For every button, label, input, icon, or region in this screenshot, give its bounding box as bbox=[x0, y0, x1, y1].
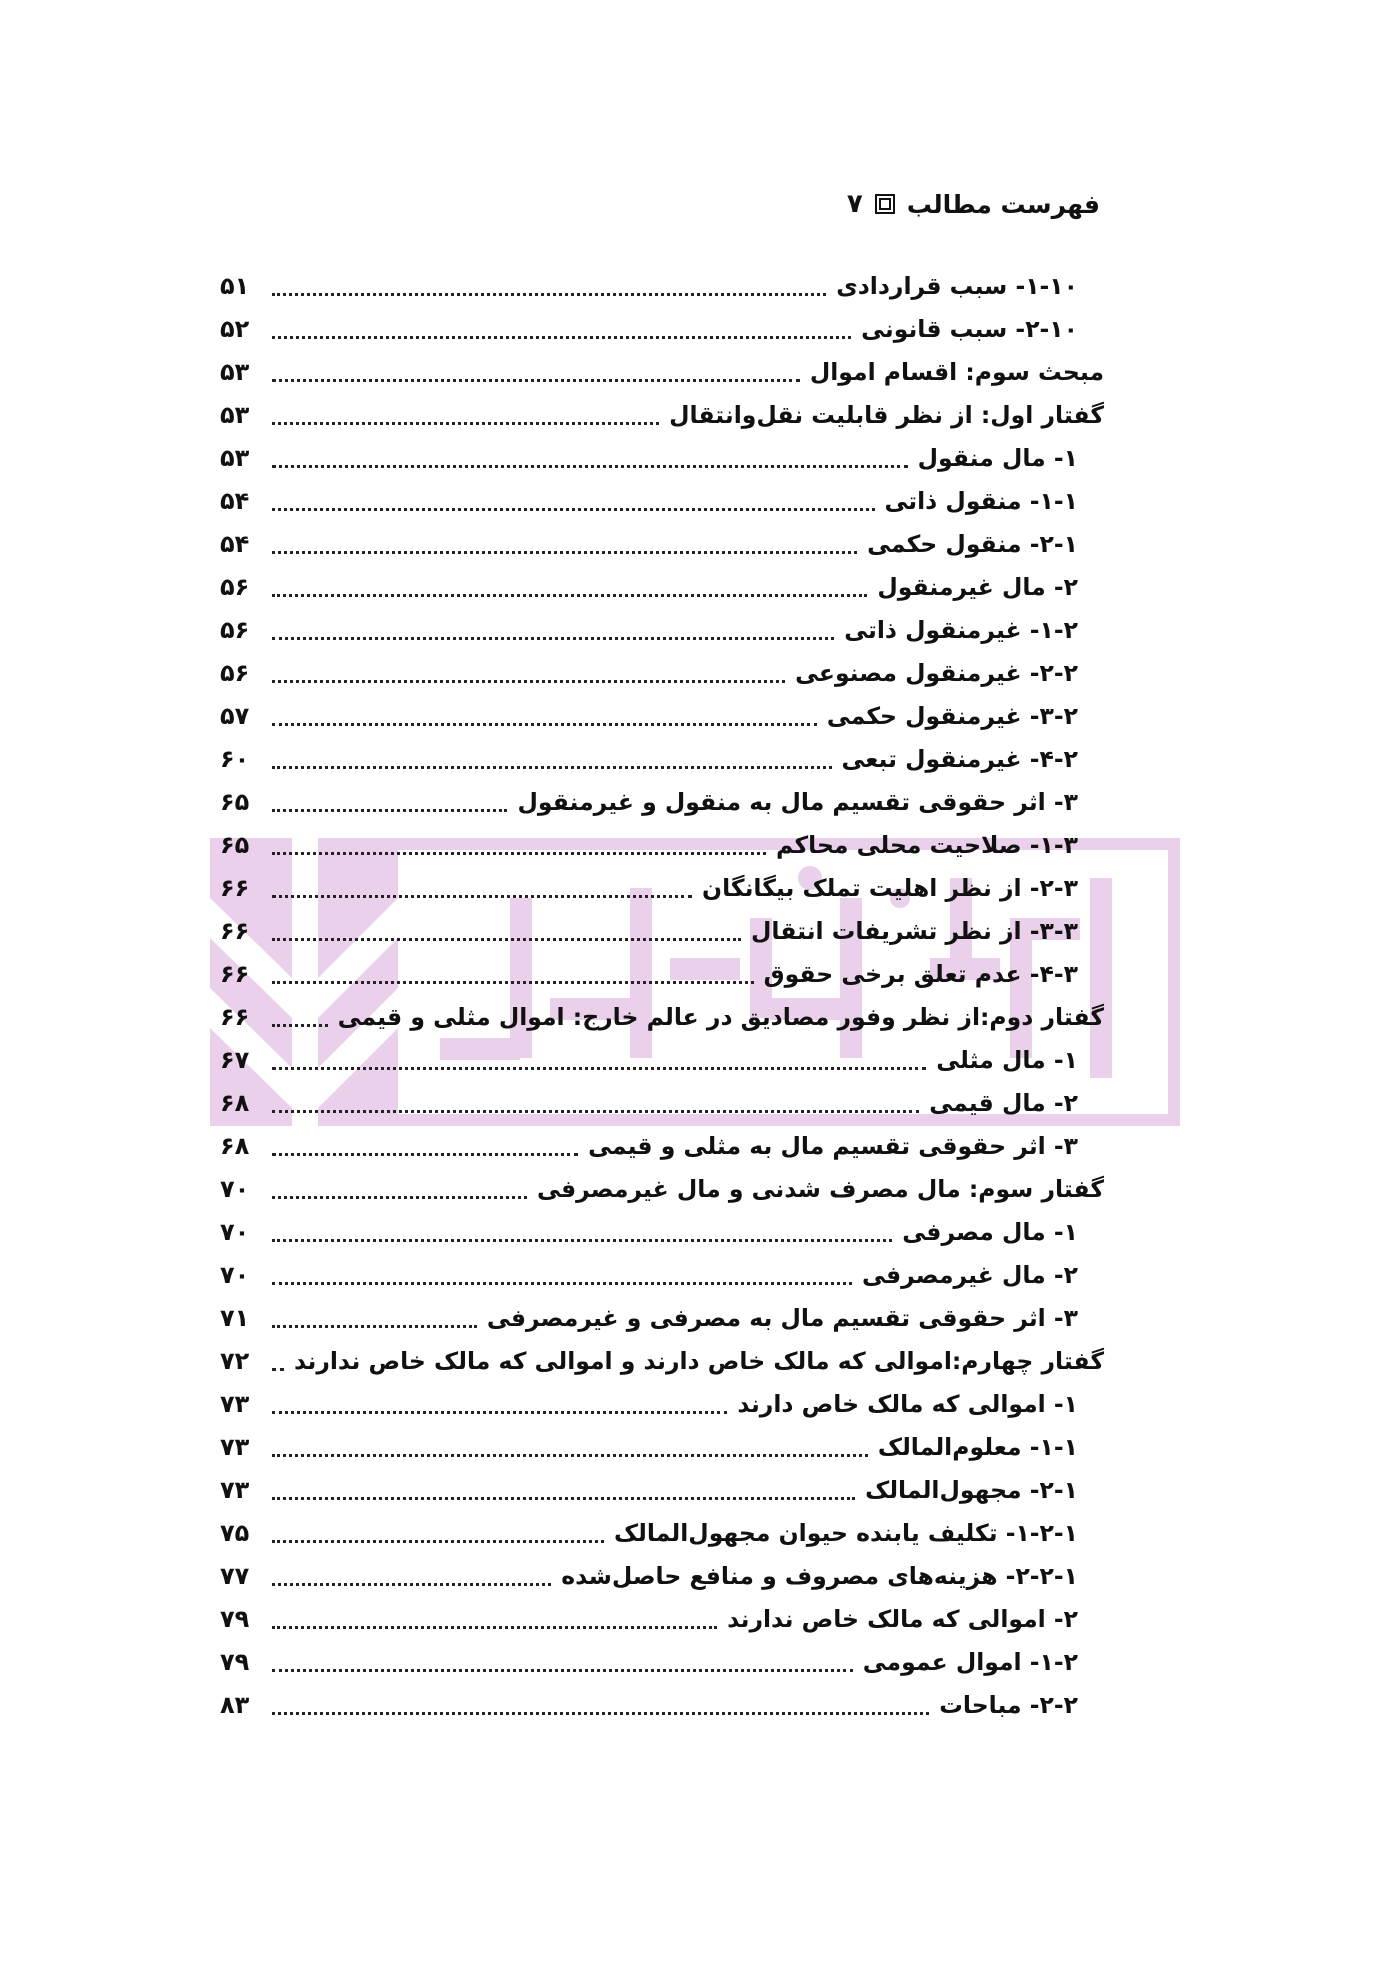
toc-entry-title: ۳- اثر حقوقی تقسیم مال به مصرفی و غیرمصرفی bbox=[486, 1304, 1078, 1332]
toc-entry-page: ۵۶ bbox=[220, 573, 250, 601]
toc-entry-title: ۴-۳- عدم تعلق برخی حقوق bbox=[763, 960, 1078, 988]
dot-leader bbox=[272, 895, 692, 898]
dot-leader bbox=[272, 938, 741, 941]
toc-entry-title: ۲-۱۰- سبب قانونی bbox=[861, 315, 1078, 343]
toc-entry-title: ۱-۲-۱- تکلیف یابنده حیوان مجهول‌المالک bbox=[613, 1519, 1078, 1547]
toc-entry-page: ۷۱ bbox=[220, 1304, 250, 1332]
dot-leader bbox=[272, 981, 754, 984]
toc-entry-title: ۲- مال قیمی bbox=[929, 1089, 1078, 1117]
dot-leader bbox=[272, 1196, 527, 1199]
toc-entry bbox=[220, 865, 1104, 908]
dot-leader bbox=[272, 723, 817, 726]
toc-entry-title: ۱-۲- اموال عمومی bbox=[862, 1648, 1078, 1676]
page-number: ۷ bbox=[846, 189, 863, 219]
toc-entry-page: ۶۶ bbox=[220, 1003, 250, 1031]
dot-leader bbox=[272, 1583, 551, 1586]
toc-entry bbox=[220, 1166, 1104, 1209]
dot-leader bbox=[272, 594, 867, 597]
dot-leader bbox=[272, 852, 766, 855]
toc-entry bbox=[220, 1510, 1104, 1553]
toc-entry-title: ۳- اثر حقوقی تقسیم مال به منقول و غیرمنقول bbox=[517, 788, 1078, 816]
dot-leader bbox=[272, 465, 908, 468]
toc-entry-page: ۶۶ bbox=[220, 960, 250, 988]
toc-entry-title: ۱-۳- صلاحیت محلی محاکم bbox=[776, 831, 1078, 859]
toc-entry-title: ۳-۲- غیرمنقول حکمی bbox=[826, 702, 1078, 730]
dot-leader bbox=[272, 1497, 855, 1500]
dot-leader bbox=[272, 1325, 477, 1328]
toc-entry-title: ۲- اموالی که مالک خاص ندارند bbox=[727, 1605, 1078, 1633]
table-of-contents bbox=[220, 263, 1104, 1725]
dot-leader bbox=[272, 1626, 717, 1629]
toc-entry bbox=[220, 1338, 1104, 1381]
page-header bbox=[220, 184, 1100, 224]
toc-entry-page: ۶۷ bbox=[220, 1046, 250, 1074]
dot-leader bbox=[272, 1067, 926, 1070]
toc-entry-title: ۱-۱۰- سبب قراردادی bbox=[836, 272, 1078, 300]
toc-entry bbox=[220, 908, 1104, 951]
toc-entry bbox=[220, 1424, 1104, 1467]
dot-leader bbox=[272, 766, 832, 769]
toc-entry-page: ۵۳ bbox=[220, 444, 250, 472]
toc-entry-title: ۲-۲- غیرمنقول مصنوعی bbox=[795, 659, 1078, 687]
toc-entry bbox=[220, 1252, 1104, 1295]
square-box-icon bbox=[875, 194, 895, 214]
dot-leader bbox=[272, 1024, 328, 1027]
toc-entry bbox=[220, 349, 1104, 392]
toc-entry-page: ۵۶ bbox=[220, 616, 250, 644]
toc-entry bbox=[220, 1639, 1104, 1682]
toc-entry-title: ۱- مال مصرفی bbox=[902, 1218, 1078, 1246]
toc-entry-title: ۱-۱- منقول ذاتی bbox=[884, 487, 1078, 515]
toc-entry-page: ۶۶ bbox=[220, 917, 250, 945]
dot-leader bbox=[272, 637, 834, 640]
toc-entry-page: ۷۹ bbox=[220, 1605, 250, 1633]
toc-entry bbox=[220, 564, 1104, 607]
toc-entry bbox=[220, 478, 1104, 521]
toc-entry-title: ۱-۲- غیرمنقول ذاتی bbox=[844, 616, 1078, 644]
toc-entry-title: گفتار سوم: مال مصرف شدنی و مال غیرمصرفی bbox=[536, 1175, 1104, 1203]
toc-entry bbox=[220, 994, 1104, 1037]
dot-leader bbox=[272, 809, 507, 812]
toc-entry bbox=[220, 1682, 1104, 1725]
dot-leader bbox=[272, 1282, 852, 1285]
dot-leader bbox=[272, 680, 785, 683]
toc-entry-page: ۸۳ bbox=[220, 1691, 250, 1719]
toc-entry-title: ۲-۳- از نظر اهلیت تملک بیگانگان bbox=[702, 874, 1078, 902]
toc-entry bbox=[220, 1209, 1104, 1252]
toc-entry-page: ۷۰ bbox=[220, 1261, 250, 1289]
toc-entry bbox=[220, 306, 1104, 349]
dot-leader bbox=[272, 379, 800, 382]
toc-entry-page: ۶۵ bbox=[220, 788, 250, 816]
toc-entry bbox=[220, 263, 1104, 306]
toc-entry-page: ۷۳ bbox=[220, 1390, 250, 1418]
toc-entry-title: ۱- اموالی که مالک خاص دارند bbox=[737, 1390, 1078, 1418]
dot-leader bbox=[272, 508, 875, 511]
toc-entry-page: ۵۱ bbox=[220, 272, 250, 300]
toc-entry bbox=[220, 822, 1104, 865]
toc-entry bbox=[220, 951, 1104, 994]
toc-entry bbox=[220, 693, 1104, 736]
dot-leader bbox=[272, 336, 851, 339]
dot-leader bbox=[272, 1454, 868, 1457]
toc-entry-page: ۶۰ bbox=[220, 745, 250, 773]
toc-entry bbox=[220, 779, 1104, 822]
dot-leader bbox=[272, 1368, 284, 1371]
toc-entry-page: ۶۵ bbox=[220, 831, 250, 859]
toc-entry-page: ۷۰ bbox=[220, 1218, 250, 1246]
toc-entry-title: ۳- اثر حقوقی تقسیم مال به مثلی و قیمی bbox=[588, 1132, 1078, 1160]
dot-leader bbox=[272, 422, 659, 425]
toc-entry-page: ۶۸ bbox=[220, 1132, 250, 1160]
toc-entry-title: گفتار چهارم:اموالی که مالک خاص دارند و اموالی که مالک خاص ندارند bbox=[293, 1347, 1104, 1375]
dot-leader bbox=[272, 1540, 604, 1543]
toc-entry-page: ۶۶ bbox=[220, 874, 250, 902]
dot-leader bbox=[272, 1669, 853, 1672]
toc-entry-page: ۶۸ bbox=[220, 1089, 250, 1117]
toc-entry-title: ۳-۳- از نظر تشریفات انتقال bbox=[751, 917, 1078, 945]
dot-leader bbox=[272, 1712, 929, 1715]
toc-entry bbox=[220, 1596, 1104, 1639]
toc-entry-title: ۲-۲-۱- هزینه‌های مصروف و منافع حاصل‌شده bbox=[561, 1562, 1078, 1590]
toc-entry-title: ۱-۱- معلوم‌المالک bbox=[877, 1433, 1078, 1461]
toc-entry bbox=[220, 392, 1104, 435]
toc-entry-page: ۷۳ bbox=[220, 1433, 250, 1461]
toc-entry bbox=[220, 521, 1104, 564]
toc-entry-page: ۷۳ bbox=[220, 1476, 250, 1504]
toc-entry bbox=[220, 607, 1104, 650]
toc-entry-title: ۲-۲- مباحات bbox=[939, 1691, 1078, 1719]
toc-entry bbox=[220, 1553, 1104, 1596]
toc-entry-title: گفتار دوم:از نظر وفور مصادیق در عالم خارج: اموال مثلی و قیمی bbox=[337, 1003, 1104, 1031]
dot-leader bbox=[272, 551, 857, 554]
toc-entry-page: ۷۷ bbox=[220, 1562, 250, 1590]
toc-entry-page: ۵۳ bbox=[220, 401, 250, 429]
toc-entry-title: ۲-۱- مجهول‌المالک bbox=[865, 1476, 1078, 1504]
toc-entry-page: ۵۴ bbox=[220, 487, 250, 515]
toc-entry-title: ۲- مال غیرمنقول bbox=[877, 573, 1078, 601]
toc-entry bbox=[220, 1037, 1104, 1080]
toc-entry-page: ۷۹ bbox=[220, 1648, 250, 1676]
toc-entry bbox=[220, 650, 1104, 693]
toc-entry-title: ۴-۲- غیرمنقول تبعی bbox=[841, 745, 1078, 773]
dot-leader bbox=[272, 1110, 919, 1113]
toc-entry-title: ۱- مال مثلی bbox=[936, 1046, 1078, 1074]
toc-entry-page: ۷۲ bbox=[220, 1347, 250, 1375]
dot-leader bbox=[272, 1239, 892, 1242]
toc-entry-title: ۲-۱- منقول حکمی bbox=[867, 530, 1078, 558]
dot-leader bbox=[272, 293, 826, 296]
toc-entry-page: ۵۲ bbox=[220, 315, 250, 343]
toc-entry-page: ۷۰ bbox=[220, 1175, 250, 1203]
page-title: فهرست مطالب bbox=[906, 189, 1100, 219]
toc-entry bbox=[220, 435, 1104, 478]
dot-leader bbox=[272, 1411, 727, 1414]
toc-entry-page: ۵۷ bbox=[220, 702, 250, 730]
toc-entry-page: ۵۳ bbox=[220, 358, 250, 386]
toc-entry-title: گفتار اول: از نظر قابلیت نقل‌وانتقال bbox=[669, 401, 1104, 429]
toc-entry-title: ۱- مال منقول bbox=[917, 444, 1078, 472]
toc-entry-title: ۲- مال غیرمصرفی bbox=[862, 1261, 1078, 1289]
toc-entry-title: مبحث سوم: اقسام اموال bbox=[809, 358, 1104, 386]
toc-entry-page: ۵۴ bbox=[220, 530, 250, 558]
toc-entry bbox=[220, 1467, 1104, 1510]
toc-entry bbox=[220, 1080, 1104, 1123]
toc-entry-page: ۵۶ bbox=[220, 659, 250, 687]
dot-leader bbox=[272, 1153, 578, 1156]
toc-entry bbox=[220, 736, 1104, 779]
toc-entry bbox=[220, 1295, 1104, 1338]
toc-entry bbox=[220, 1123, 1104, 1166]
toc-entry-page: ۷۵ bbox=[220, 1519, 250, 1547]
toc-entry bbox=[220, 1381, 1104, 1424]
